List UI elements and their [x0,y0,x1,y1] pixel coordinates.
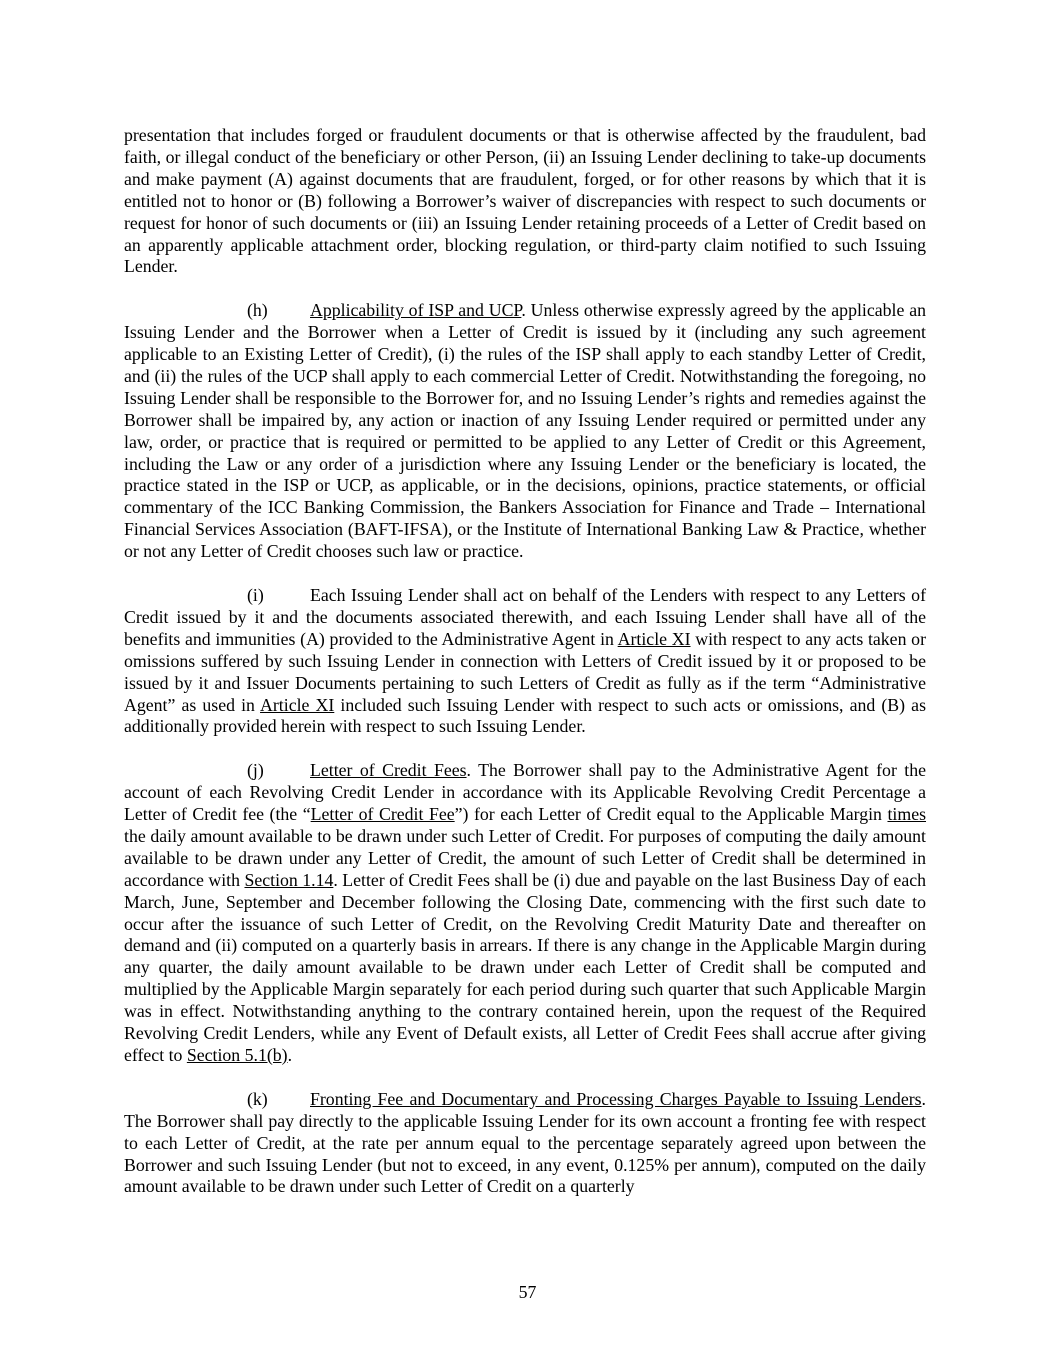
paragraph-h [124,300,926,563]
paragraph-j [124,760,926,1067]
paragraph-text: ”) for each Letter of Credit equal to the Applicable Margin [454,804,888,825]
section-heading: Fronting Fee and Documentary and Processing Charges Payable to Issuing Lenders [310,1088,922,1109]
document-body [124,125,926,1220]
section-heading: Letter of Credit Fees [310,760,467,781]
page-number: 57 [518,1282,537,1302]
section-heading: Applicability of ISP and UCP [310,300,522,321]
paragraph-text: presentation that includes forged or fraudulent documents or that is otherwise affected by the fraudulent, bad faith, or illegal conduct of the beneficiary or other Person, (ii) an Issuing Lender declining to take-up documents and make payment (A) against documents that are fraudulent, forged, or for other reasons by which that it is entitled not to honor or (B) following a Borrower’s waiver of discrepancies with respect to such documents or request for honor of such documents or (iii) an Issuing Lender retaining proceeds of a Letter of Credit based on an apparently applicable attachment order, blocking regulation, or third-party claim notified to such Issuing Lender. [124,125,926,277]
paragraph-text: with respect to any acts taken or omissions suffered by such Issuing Lender in connection with Letters of Credit issued by it or proposed to be issued by it and Issuer Documents pertaining to such Letters of Credit as fully as if the term “Administrative Agent” as used in [124,628,926,715]
paragraph-text: . Letter of Credit Fees shall be (i) due and payable on the last Business Day of each March, June, September and December following the Closing Date, commencing with the first such date to occur after the issuance of such Letter of Credit, on the Revolving Credit Maturity Date and thereafter on demand and (ii) computed on a quarterly basis in arrears. If there is any change in the Applicable Margin during any quarter, the daily amount available to be drawn under each Letter of Credit shall be computed and multiplied by the Applicable Margin separately for each period during such quarter that such Applicable Margin was in effect. Notwithstanding anything to the contrary contained herein, upon the request of the Required Revolving Credit Lenders, while any Event of Default exists, all Letter of Credit Fees shall accrue after giving effect to [124,869,926,1066]
emphasis-term: times [887,804,927,825]
paragraph-label: (j) [247,760,264,781]
paragraph-text: Each Issuing Lender shall act on behalf of the Lenders with respect to any Letters of Credit issued by it and the documents associated therewith, and each Issuing Lender shall have all of the benefits and immunities (A) provided to the Administrative Agent in [124,585,926,649]
defined-term: Letter of Credit Fee [310,804,455,825]
paragraph-i [124,585,926,738]
paragraph-g-continuation [124,125,926,278]
paragraph-text: . The Borrower shall pay directly to the applicable Issuing Lender for its own account a fronting fee with respect to each Letter of Credit, at the rate per annum equal to the percentage separately agreed upon between the Borrower and such Issuing Lender (but not to exceed, in any event, 0.125% per annum), computed on the daily amount available to be drawn under such Letter of Credit on a quarterly [124,1088,926,1197]
paragraph-text: . Unless otherwise expressly agreed by the applicable an Issuing Lender and the Borrower when a Letter of Credit is issued by it (including any such agreement applicable to an Existing Letter of Credit), (i) the rules of the ISP shall apply to each standby Letter of Credit, and (ii) the rules of the UCP shall apply to each commercial Letter of Credit. Notwithstanding the foregoing, no Issuing Lender shall be responsible to the Borrower for, and no Issuing Lender’s rights and remedies against the Borrower shall be impaired by, any action or inaction of any Issuing Lender required or permitted under any law, order, or practice that is required or permitted to be applied to any Letter of Credit or this Agreement, including the Law or any order of a jurisdiction where any Issuing Lender or the beneficiary is located, the practice stated in the ISP or UCP, as applicable, or in the decisions, opinions, practice statements, or official commentary of the ICC Banking Commission, the Bankers Association for Finance and Trade – International Financial Services Association (BAFT-IFSA), or the Institute of International Banking Law & Practice, whether or not any Letter of Credit chooses such law or practice. [124,300,926,562]
cross-reference: Article XI [260,694,335,715]
paragraph-k [124,1089,926,1199]
paragraph-text: . The Borrower shall pay to the Administrative Agent for the account of each Revolving Credit Lender in accordance with its Applicable Revolving Credit Percentage a Letter of Credit fee (the “ [124,760,926,825]
paragraph-label: (h) [247,300,268,321]
cross-reference: Section 1.14 [244,869,334,890]
cross-reference: Section 5.1(b) [186,1045,288,1066]
paragraph-text: . [287,1045,293,1066]
paragraph-text: the daily amount available to be drawn under such Letter of Credit. For purposes of computing the daily amount available to be drawn under any Letter of Credit, the amount of such Letter of Credit shall be determined in accordance with [124,825,926,890]
cross-reference: Article XI [617,628,691,649]
paragraph-label: (i) [247,585,264,605]
paragraph-text: included such Issuing Lender with respect to such acts or omissions, and (B) as additionally provided herein with respect to such Issuing Lender. [124,694,926,737]
paragraph-label: (k) [247,1088,268,1109]
